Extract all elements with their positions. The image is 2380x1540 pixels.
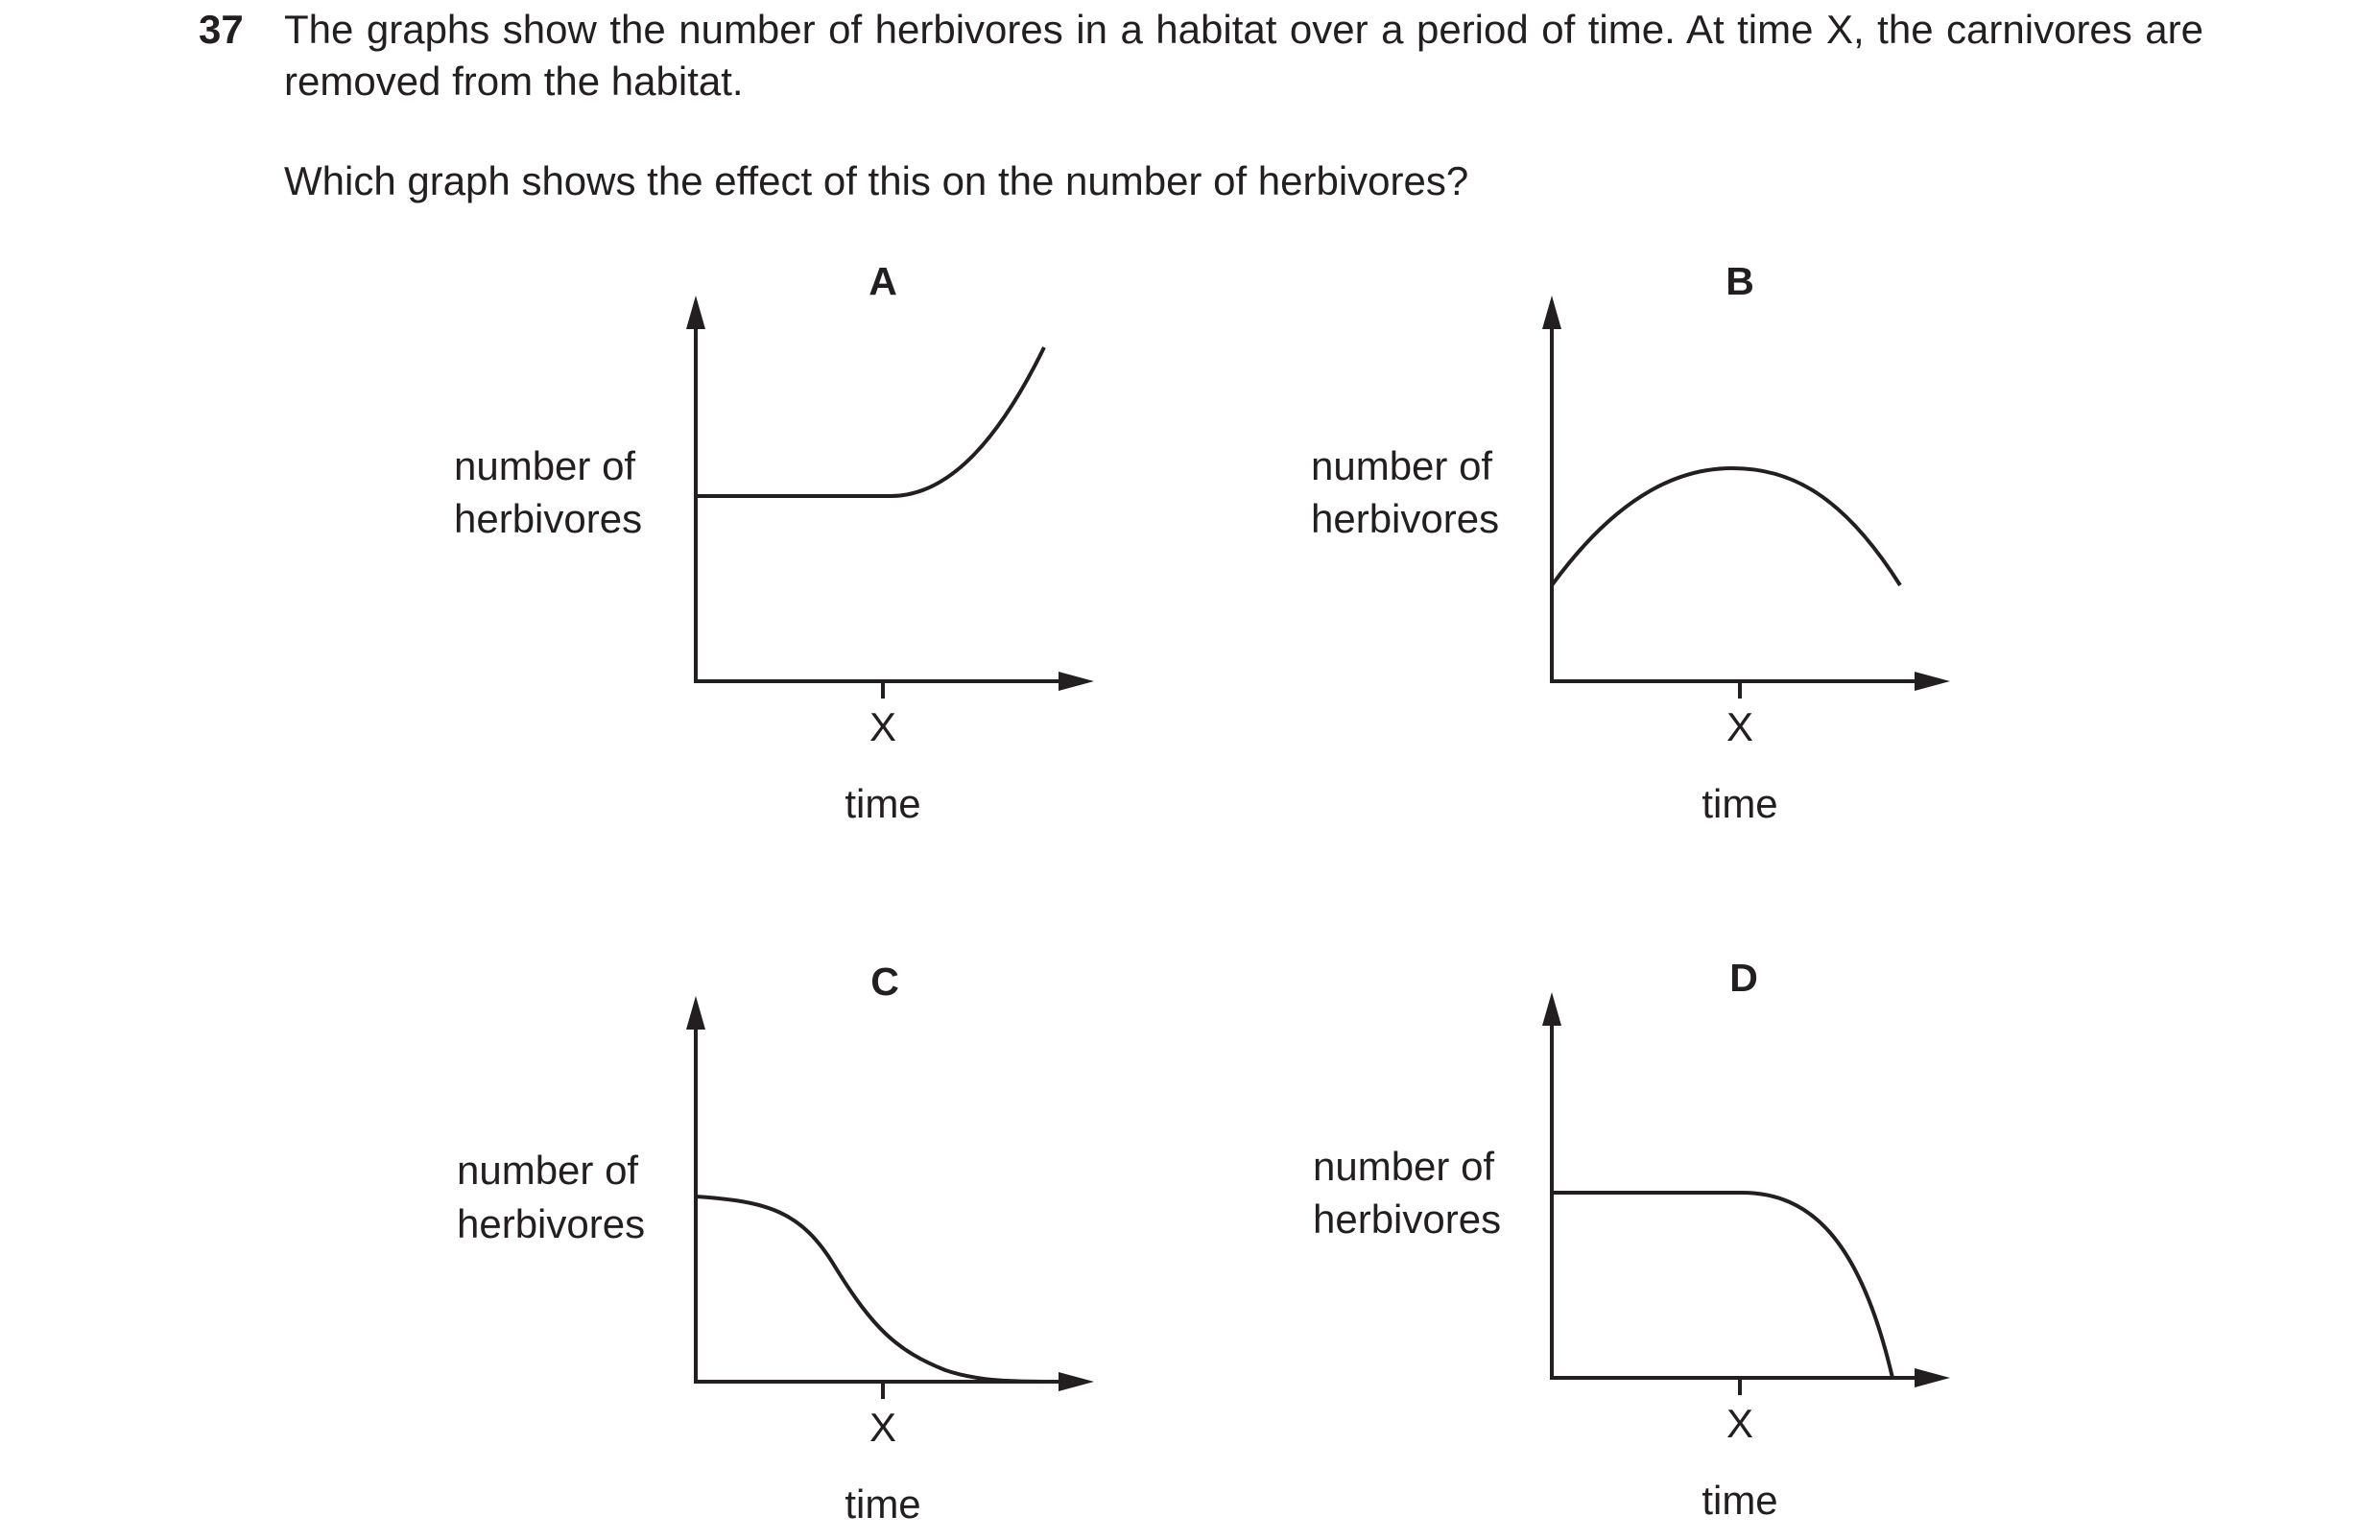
option-c-y-label-line1: number of xyxy=(457,1148,639,1193)
option-b-y-label-line2: herbivores xyxy=(1311,496,1500,541)
option-c-y-label-line2: herbivores xyxy=(457,1201,646,1246)
option-d-y-axis-arrow xyxy=(1542,992,1561,1026)
option-a-x-axis-arrow xyxy=(1059,672,1094,691)
option-c-curve xyxy=(696,1196,1054,1382)
option-c-x-marker: X xyxy=(869,1405,897,1450)
question-stem: The graphs show the number of herbivores in a habitat over a period of time. At time X, the carnivores are removed from the habitat. xyxy=(284,7,2203,104)
option-d-y-label-line2: herbivores xyxy=(1313,1196,1502,1242)
option-b-y-axis-arrow xyxy=(1542,296,1561,329)
option-d-x-axis-label: time xyxy=(1702,1478,1778,1523)
option-a-y-label-line1: number of xyxy=(454,443,636,488)
option-a-graph[interactable] xyxy=(454,259,1094,826)
option-b-x-axis-label: time xyxy=(1702,781,1778,826)
option-d-letter: D xyxy=(1729,956,1758,1000)
option-d-y-axis-label xyxy=(1313,1144,1501,1242)
option-c-y-axis-arrow xyxy=(686,996,705,1030)
option-a-x-marker: X xyxy=(869,704,897,749)
question-number: 37 xyxy=(199,7,244,52)
option-b-letter: B xyxy=(1726,259,1754,303)
option-b-y-axis-label xyxy=(1311,443,1499,541)
option-c-letter: C xyxy=(870,960,899,1004)
option-d-graph[interactable] xyxy=(1313,956,1950,1523)
option-c-graph[interactable] xyxy=(457,960,1094,1527)
option-a-x-axis-label: time xyxy=(845,781,921,826)
option-d-x-marker: X xyxy=(1726,1401,1754,1446)
option-d-x-axis-arrow xyxy=(1915,1368,1950,1387)
option-a-letter: A xyxy=(869,259,897,303)
option-b-curve xyxy=(1552,468,1900,585)
option-a-y-axis-arrow xyxy=(686,296,705,329)
option-c-x-axis-label: time xyxy=(845,1481,921,1527)
option-c-x-axis-arrow xyxy=(1059,1372,1094,1391)
option-a-y-label-line2: herbivores xyxy=(454,496,643,541)
option-c-y-axis-label xyxy=(457,1148,645,1246)
option-b-y-label-line1: number of xyxy=(1311,443,1493,488)
option-b-graph[interactable] xyxy=(1311,259,1950,826)
option-a-curve xyxy=(696,347,1044,496)
option-d-y-label-line1: number of xyxy=(1313,1144,1495,1189)
option-d-curve xyxy=(1552,1193,1892,1378)
option-b-x-marker: X xyxy=(1726,704,1754,749)
question-prompt: Which graph shows the effect of this on the number of herbivores? xyxy=(284,158,1469,203)
option-b-x-axis-arrow xyxy=(1915,672,1950,691)
option-a-y-axis-label xyxy=(454,443,642,541)
